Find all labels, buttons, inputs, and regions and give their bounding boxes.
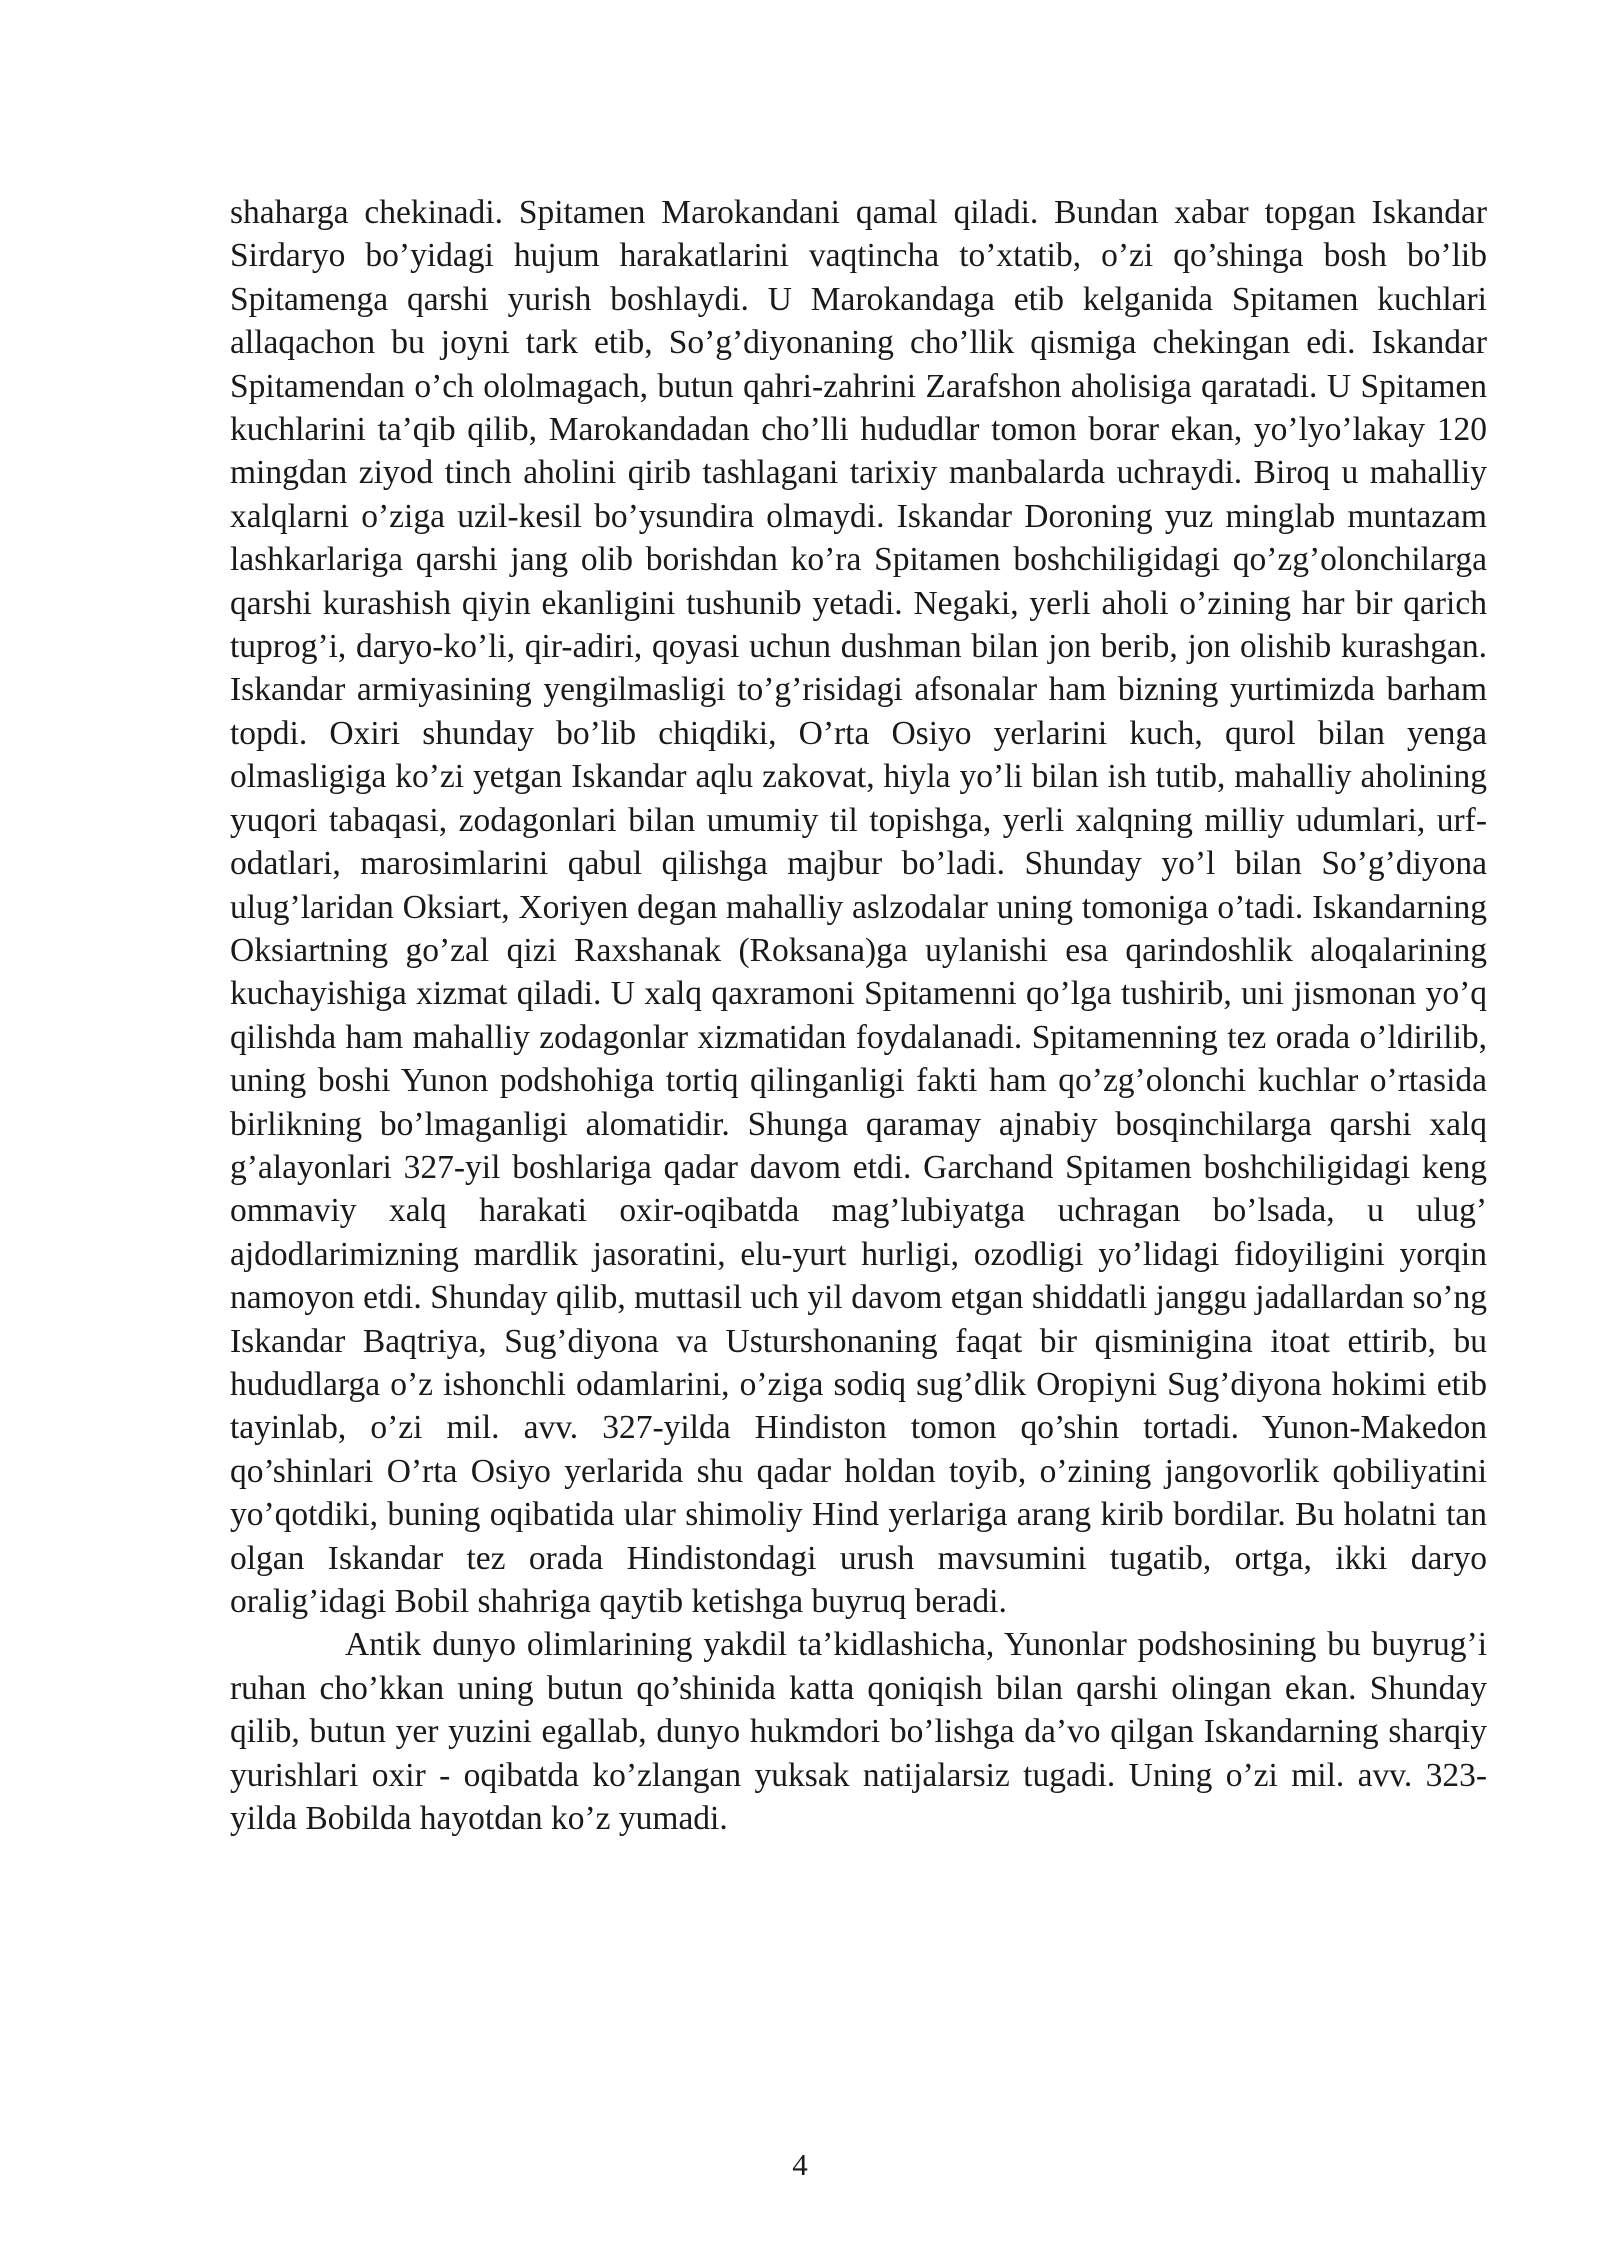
body-text	[230, 191, 1487, 1840]
paragraph-1: shaharga chekinadi. Spitamen Marokandani qamal qiladi. Bundan xabar topgan Iskandar Sirdaryo bo’yidagi hujum harakatlarini vaqtincha to’xtatib, o’zi qo’shinga bosh bo’lib Spitamenga qarshi yurish boshlaydi. U Marokandaga etib kelganida Spitamen kuchlari allaqachon bu joyni tark etib, So’g’diyonaning cho’llik qismiga chekingan edi. Iskandar Spitamendan o’ch ololmagach, butun qahri-zahrini Zarafshon aholisiga qaratadi. U Spitamen kuchlarini ta’qib qilib, Marokandadan cho’lli hududlar tomon borar ekan, yo’lyo’lakay 120 mingdan ziyod tinch aholini qirib tashlagani tarixiy manbalarda uchraydi. Biroq u mahalliy xalqlarni o’ziga uzil-kesil bo’ysundira olmaydi. Iskandar Doroning yuz minglab muntazam lashkarlariga qarshi jang olib borishdan ko’ra Spitamen boshchiligidagi qo’zg’olonchilarga qarshi kurashish qiyin ekanligini tushunib yetadi. Negaki, yerli aholi o’zining har bir qarich tuprog’i, daryo-ko’li, qir-adiri, qoyasi uchun dushman bilan jon berib, jon olishib kurashgan. Iskandar armiyasining yengilmasligi to’g’risidagi afsonalar ham bizning yurtimizda barham topdi. Oxiri shunday bo’lib chiqdiki, O’rta Osiyo yerlarini kuch, qurol bilan yenga olmasligiga ko’zi yetgan Iskandar aqlu zakovat, hiyla yo’li bilan ish tutib, mahalliy aholining yuqori tabaqasi, zodagonlari bilan umumiy til topishga, yerli xalqning milliy udumlari, urf-odatlari, marosimlarini qabul qilishga majbur bo’ladi. Shunday yo’l bilan So’g’diyona ulug’laridan Oksiart, Xoriyen degan mahalliy aslzodalar uning tomoniga o’tadi. Iskandarning Oksiartning go’zal qizi Raxshanak (Roksana)ga uylanishi esa qarindoshlik aloqalarining kuchayishiga xizmat qiladi. U xalq qaxramoni Spitamenni qo’lga tushirib, uni jismonan yo’q qilishda ham mahalliy zodagonlar xizmatidan foydalanadi. Spitamenning tez orada o’ldirilib, uning boshi Yunon podshohiga tortiq qilinganligi fakti ham qo’zg’olonchi kuchlar o’rtasida birlikning bo’lmaganligi alomatidir. Shunga qaramay ajnabiy bosqinchilarga qarshi xalq g’alayonlari 327-yil boshlariga qadar davom etdi. Garchand Spitamen boshchiligidagi keng ommaviy xalq harakati oxir-oqibatda mag’lubiyatga uchragan bo’lsada, u ulug’ ajdodlarimizning mardlik jasoratini, elu-yurt hurligi, ozodligi yo’lidagi fidoyiligini yorqin namoyon etdi. Shunday qilib, muttasil uch yil davom etgan shiddatli janggu jadallardan so’ng Iskandar Baqtriya, Sug’diyona va Usturshonaning faqat bir qisminigina itoat ettirib, bu hududlarga o’z ishonchli odamlarini, o’ziga sodiq sug’dlik Oropiyni Sug’diyona hokimi etib tayinlab, o’zi mil. avv. 327-yilda Hindiston tomon qo’shin tortadi. Yunon-Makedon qo’shinlari O’rta Osiyo yerlarida shu qadar holdan toyib, o’zining jangovorlik qobiliyatini yo’qotdiki, buning oqibatida ular shimoliy Hind yerlariga arang kirib bordilar. Bu holatni tan olgan Iskandar tez orada Hindistondagi urush mavsumini tugatib, ortga, ikki daryo oralig’idagi Bobil shahriga qaytib ketishga buyruq beradi.	[230, 194, 1487, 1620]
paragraph-2: Antik dunyo olimlarining yakdil ta’kidlashicha, Yunonlar podshosining bu buyrug’i ruhan cho’kkan uning butun qo’shinida katta qoniqish bilan qarshi olingan ekan. Shunday qilib, butun yer yuzini egallab, dunyo hukmdori bo’lishga da’vo qilgan Iskandarning sharqiy yurishlari oxir - oqibatda ko’zlangan yuksak natijalarsiz tugadi. Uning o’zi mil. avv. 323-yilda Bobilda hayotdan ko’z yumadi.	[230, 1626, 1487, 1838]
page-number: 4	[792, 2147, 808, 2182]
